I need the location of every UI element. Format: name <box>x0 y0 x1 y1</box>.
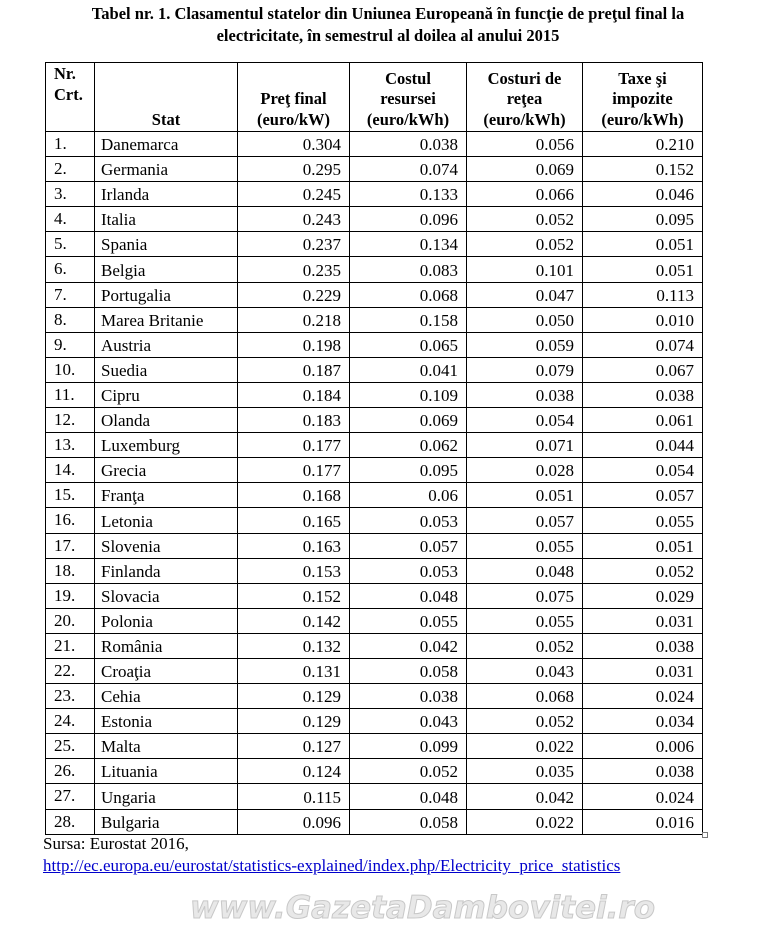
header-costuri-line-1: Costuri de <box>487 68 562 88</box>
cell-costul-resursei: 0.041 <box>350 357 467 382</box>
cell-pret-final: 0.096 <box>238 809 350 834</box>
cell-costuri-retea: 0.047 <box>467 282 583 307</box>
table-row <box>46 257 703 282</box>
header-stat-label: Stat <box>151 109 181 129</box>
header-taxe-impozite <box>583 63 703 132</box>
cell-taxe-impozite: 0.210 <box>583 132 703 157</box>
cell-stat: Finlanda <box>95 558 238 583</box>
cell-nr: 14. <box>46 458 95 483</box>
cell-costuri-retea: 0.075 <box>467 583 583 608</box>
table-row <box>46 533 703 558</box>
table-row <box>46 734 703 759</box>
table-row <box>46 558 703 583</box>
table-row <box>46 709 703 734</box>
header-taxe-line-1: Taxe şi <box>618 68 667 88</box>
cell-stat: Polonia <box>95 608 238 633</box>
table-row <box>46 759 703 784</box>
cell-costul-resursei: 0.048 <box>350 583 467 608</box>
cell-costuri-retea: 0.022 <box>467 809 583 834</box>
table-row <box>46 232 703 257</box>
cell-costul-resursei: 0.057 <box>350 533 467 558</box>
cell-pret-final: 0.198 <box>238 332 350 357</box>
cell-costul-resursei: 0.096 <box>350 207 467 232</box>
table-row <box>46 583 703 608</box>
cell-costuri-retea: 0.056 <box>467 132 583 157</box>
cell-costuri-retea: 0.042 <box>467 784 583 809</box>
cell-costul-resursei: 0.158 <box>350 307 467 332</box>
table-end-marker <box>702 832 708 838</box>
cell-costul-resursei: 0.058 <box>350 809 467 834</box>
cell-nr: 24. <box>46 709 95 734</box>
cell-taxe-impozite: 0.031 <box>583 608 703 633</box>
cell-pret-final: 0.229 <box>238 282 350 307</box>
cell-costul-resursei: 0.134 <box>350 232 467 257</box>
cell-nr: 3. <box>46 182 95 207</box>
cell-stat: Estonia <box>95 709 238 734</box>
cell-pret-final: 0.124 <box>238 759 350 784</box>
cell-stat: Germania <box>95 157 238 182</box>
cell-nr: 16. <box>46 508 95 533</box>
cell-stat: Cipru <box>95 382 238 407</box>
cell-pret-final: 0.243 <box>238 207 350 232</box>
cell-stat: Slovenia <box>95 533 238 558</box>
cell-costul-resursei: 0.048 <box>350 784 467 809</box>
cell-stat: Suedia <box>95 357 238 382</box>
cell-pret-final: 0.163 <box>238 533 350 558</box>
cell-stat: Letonia <box>95 508 238 533</box>
cell-stat: Austria <box>95 332 238 357</box>
header-pret-line-1: Preţ final <box>260 89 327 108</box>
header-costuri-retea <box>467 63 583 132</box>
table-body <box>46 132 703 835</box>
cell-taxe-impozite: 0.016 <box>583 809 703 834</box>
cell-nr: 28. <box>46 809 95 834</box>
cell-costuri-retea: 0.028 <box>467 458 583 483</box>
cell-taxe-impozite: 0.152 <box>583 157 703 182</box>
cell-nr: 21. <box>46 633 95 658</box>
cell-taxe-impozite: 0.074 <box>583 332 703 357</box>
cell-taxe-impozite: 0.054 <box>583 458 703 483</box>
cell-nr: 4. <box>46 207 95 232</box>
table-row <box>46 157 703 182</box>
cell-costuri-retea: 0.055 <box>467 608 583 633</box>
table-row <box>46 408 703 433</box>
cell-stat: Italia <box>95 207 238 232</box>
cell-costul-resursei: 0.074 <box>350 157 467 182</box>
cell-pret-final: 0.127 <box>238 734 350 759</box>
cell-taxe-impozite: 0.052 <box>583 558 703 583</box>
cell-pret-final: 0.131 <box>238 658 350 683</box>
table-row <box>46 182 703 207</box>
cell-pret-final: 0.184 <box>238 382 350 407</box>
table-header-row <box>46 63 703 132</box>
cell-taxe-impozite: 0.067 <box>583 357 703 382</box>
cell-costul-resursei: 0.065 <box>350 332 467 357</box>
table-row <box>46 282 703 307</box>
cell-costul-resursei: 0.053 <box>350 508 467 533</box>
cell-costul-resursei: 0.055 <box>350 608 467 633</box>
table-row <box>46 658 703 683</box>
cell-taxe-impozite: 0.034 <box>583 709 703 734</box>
cell-taxe-impozite: 0.046 <box>583 182 703 207</box>
cell-costuri-retea: 0.051 <box>467 483 583 508</box>
cell-stat: Portugalia <box>95 282 238 307</box>
cell-taxe-impozite: 0.095 <box>583 207 703 232</box>
table-row <box>46 508 703 533</box>
cell-taxe-impozite: 0.010 <box>583 307 703 332</box>
cell-taxe-impozite: 0.055 <box>583 508 703 533</box>
cell-costuri-retea: 0.057 <box>467 508 583 533</box>
cell-pret-final: 0.218 <box>238 307 350 332</box>
cell-costul-resursei: 0.069 <box>350 408 467 433</box>
cell-costuri-retea: 0.079 <box>467 357 583 382</box>
cell-taxe-impozite: 0.029 <box>583 583 703 608</box>
cell-stat: Cehia <box>95 684 238 709</box>
cell-pret-final: 0.187 <box>238 357 350 382</box>
cell-pret-final: 0.129 <box>238 709 350 734</box>
table-row <box>46 608 703 633</box>
cell-nr: 18. <box>46 558 95 583</box>
cell-costuri-retea: 0.055 <box>467 533 583 558</box>
cell-stat: Irlanda <box>95 182 238 207</box>
cell-nr: 23. <box>46 684 95 709</box>
header-costuri-line-3: (euro/kWh) <box>483 109 566 129</box>
header-costul-resursei <box>350 63 467 132</box>
cell-costul-resursei: 0.058 <box>350 658 467 683</box>
cell-costuri-retea: 0.052 <box>467 232 583 257</box>
table-row <box>46 307 703 332</box>
cell-nr: 5. <box>46 232 95 257</box>
cell-nr: 12. <box>46 408 95 433</box>
table-row <box>46 207 703 232</box>
cell-pret-final: 0.132 <box>238 633 350 658</box>
table-title <box>20 3 756 47</box>
cell-stat: Slovacia <box>95 583 238 608</box>
cell-nr: 9. <box>46 332 95 357</box>
cell-taxe-impozite: 0.038 <box>583 382 703 407</box>
cell-stat: Spania <box>95 232 238 257</box>
source-link[interactable]: http://ec.europa.eu/eurostat/statistics-explained/index.php/Electricity_price_statistics <box>43 856 621 875</box>
header-taxe-line-2: impozite <box>612 89 673 108</box>
cell-taxe-impozite: 0.006 <box>583 734 703 759</box>
cell-nr: 17. <box>46 533 95 558</box>
cell-pret-final: 0.152 <box>238 583 350 608</box>
cell-taxe-impozite: 0.057 <box>583 483 703 508</box>
cell-taxe-impozite: 0.044 <box>583 433 703 458</box>
header-stat <box>95 63 238 132</box>
cell-stat: Danemarca <box>95 132 238 157</box>
header-pret-line-2: (euro/kW) <box>256 109 331 129</box>
cell-costuri-retea: 0.071 <box>467 433 583 458</box>
table-row <box>46 433 703 458</box>
table-row <box>46 332 703 357</box>
cell-taxe-impozite: 0.024 <box>583 784 703 809</box>
header-nr-line-1: Nr. <box>54 64 76 83</box>
cell-nr: 8. <box>46 307 95 332</box>
cell-costul-resursei: 0.095 <box>350 458 467 483</box>
cell-pret-final: 0.183 <box>238 408 350 433</box>
cell-nr: 22. <box>46 658 95 683</box>
cell-nr: 2. <box>46 157 95 182</box>
header-taxe-line-3: (euro/kWh) <box>601 109 684 129</box>
cell-pret-final: 0.168 <box>238 483 350 508</box>
cell-nr: 11. <box>46 382 95 407</box>
cell-stat: Olanda <box>95 408 238 433</box>
cell-pret-final: 0.235 <box>238 257 350 282</box>
table-title-line-2: electricitate, în semestrul al doilea al anului 2015 <box>216 26 560 45</box>
cell-pret-final: 0.177 <box>238 433 350 458</box>
cell-pret-final: 0.177 <box>238 458 350 483</box>
electricity-price-table <box>45 62 703 835</box>
cell-costuri-retea: 0.035 <box>467 759 583 784</box>
cell-costul-resursei: 0.133 <box>350 182 467 207</box>
cell-costul-resursei: 0.053 <box>350 558 467 583</box>
header-costuri-line-2: reţea <box>506 89 543 108</box>
cell-costuri-retea: 0.101 <box>467 257 583 282</box>
cell-taxe-impozite: 0.051 <box>583 232 703 257</box>
cell-costul-resursei: 0.043 <box>350 709 467 734</box>
cell-nr: 13. <box>46 433 95 458</box>
cell-costul-resursei: 0.06 <box>350 483 467 508</box>
cell-costuri-retea: 0.069 <box>467 157 583 182</box>
table-row <box>46 784 703 809</box>
table-row <box>46 483 703 508</box>
table-row <box>46 684 703 709</box>
cell-costul-resursei: 0.099 <box>350 734 467 759</box>
cell-stat: Marea Britanie <box>95 307 238 332</box>
cell-nr: 1. <box>46 132 95 157</box>
cell-taxe-impozite: 0.061 <box>583 408 703 433</box>
cell-pret-final: 0.304 <box>238 132 350 157</box>
cell-stat: Bulgaria <box>95 809 238 834</box>
cell-stat: Grecia <box>95 458 238 483</box>
cell-stat: Croaţia <box>95 658 238 683</box>
header-nr-crt <box>46 63 95 132</box>
cell-stat: Belgia <box>95 257 238 282</box>
header-costul-line-3: (euro/kWh) <box>366 109 450 129</box>
cell-costul-resursei: 0.052 <box>350 759 467 784</box>
cell-nr: 25. <box>46 734 95 759</box>
cell-nr: 10. <box>46 357 95 382</box>
cell-taxe-impozite: 0.038 <box>583 633 703 658</box>
cell-stat: România <box>95 633 238 658</box>
cell-costuri-retea: 0.052 <box>467 207 583 232</box>
cell-taxe-impozite: 0.051 <box>583 257 703 282</box>
cell-costuri-retea: 0.052 <box>467 709 583 734</box>
cell-nr: 19. <box>46 583 95 608</box>
cell-costuri-retea: 0.054 <box>467 408 583 433</box>
cell-nr: 7. <box>46 282 95 307</box>
cell-nr: 15. <box>46 483 95 508</box>
table-row <box>46 382 703 407</box>
cell-costul-resursei: 0.109 <box>350 382 467 407</box>
cell-costuri-retea: 0.050 <box>467 307 583 332</box>
table-row <box>46 633 703 658</box>
source-note: Sursa: Eurostat 2016, <box>43 834 189 853</box>
cell-taxe-impozite: 0.051 <box>583 533 703 558</box>
cell-pret-final: 0.115 <box>238 784 350 809</box>
cell-costuri-retea: 0.038 <box>467 382 583 407</box>
cell-costul-resursei: 0.062 <box>350 433 467 458</box>
cell-stat: Luxemburg <box>95 433 238 458</box>
table-row <box>46 357 703 382</box>
cell-nr: 6. <box>46 257 95 282</box>
header-nr-line-2: Crt. <box>54 84 83 104</box>
table-row <box>46 458 703 483</box>
cell-nr: 20. <box>46 608 95 633</box>
cell-pret-final: 0.129 <box>238 684 350 709</box>
cell-taxe-impozite: 0.113 <box>583 282 703 307</box>
cell-stat: Franţa <box>95 483 238 508</box>
cell-stat: Ungaria <box>95 784 238 809</box>
header-pret-final <box>238 63 350 132</box>
table-row <box>46 809 703 834</box>
cell-taxe-impozite: 0.031 <box>583 658 703 683</box>
cell-costuri-retea: 0.059 <box>467 332 583 357</box>
cell-costuri-retea: 0.048 <box>467 558 583 583</box>
cell-pret-final: 0.295 <box>238 157 350 182</box>
cell-costuri-retea: 0.022 <box>467 734 583 759</box>
cell-pret-final: 0.142 <box>238 608 350 633</box>
cell-taxe-impozite: 0.024 <box>583 684 703 709</box>
cell-costuri-retea: 0.043 <box>467 658 583 683</box>
cell-stat: Malta <box>95 734 238 759</box>
cell-stat: Lituania <box>95 759 238 784</box>
cell-costul-resursei: 0.038 <box>350 132 467 157</box>
watermark-logo: www.GazetaDambovitei.ro <box>190 890 655 926</box>
cell-pret-final: 0.165 <box>238 508 350 533</box>
cell-costuri-retea: 0.052 <box>467 633 583 658</box>
cell-pret-final: 0.237 <box>238 232 350 257</box>
cell-taxe-impozite: 0.038 <box>583 759 703 784</box>
header-costul-line-2: resursei <box>380 89 436 108</box>
table-title-line-1: Tabel nr. 1. Clasamentul statelor din Uniunea Europeană în funcţie de preţul final la <box>91 4 685 23</box>
cell-costuri-retea: 0.068 <box>467 684 583 709</box>
cell-pret-final: 0.245 <box>238 182 350 207</box>
cell-costuri-retea: 0.066 <box>467 182 583 207</box>
cell-costul-resursei: 0.042 <box>350 633 467 658</box>
cell-nr: 26. <box>46 759 95 784</box>
header-costul-line-1: Costul <box>385 68 431 88</box>
cell-nr: 27. <box>46 784 95 809</box>
cell-costul-resursei: 0.083 <box>350 257 467 282</box>
cell-pret-final: 0.153 <box>238 558 350 583</box>
table-row <box>46 132 703 157</box>
cell-costul-resursei: 0.068 <box>350 282 467 307</box>
cell-costul-resursei: 0.038 <box>350 684 467 709</box>
